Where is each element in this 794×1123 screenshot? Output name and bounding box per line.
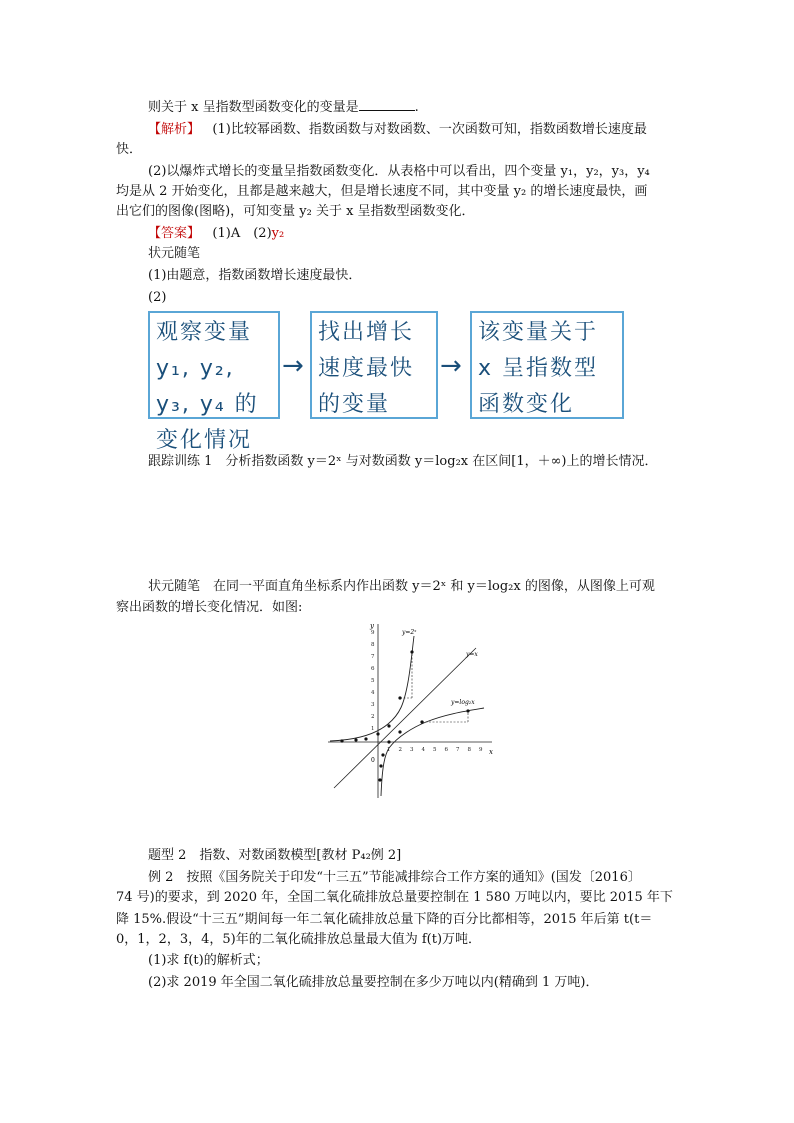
notes-title: 状元随笔 <box>148 246 201 261</box>
x-axis-label: x <box>489 748 493 756</box>
x-tick-labels <box>387 747 483 753</box>
exercise-line: 跟踪训练 1 分析指数函数 y＝2ˣ 与对数函数 y＝log₂x 在区间[1，＋∞)上的增长情况． <box>148 454 658 469</box>
label-log: y=log₂x <box>451 699 475 706</box>
flow-box-fastest: 找出增长速度最快的变量 <box>310 311 438 419</box>
question-end: . <box>414 100 419 115</box>
x-tick-label: 2 <box>398 747 402 753</box>
analysis-tag: 【解析】 <box>148 122 201 137</box>
flow-box-observe: 观察变量 y₁, y₂, y₃, y₄ 的变化情况 <box>148 311 280 419</box>
answer-line <box>148 224 718 244</box>
y-tick-label: 6 <box>371 666 375 672</box>
notes-line-4: 察出函数的增长变化情况．如图: <box>116 600 303 615</box>
notes-line-3: 状元随笔 在同一平面直角坐标系内作出函数 y＝2ˣ 和 y＝log₂x 的图像，从图像上可观 <box>148 579 655 594</box>
line-y-eq-x <box>334 648 476 788</box>
question-line <box>148 98 718 118</box>
flowchart <box>148 311 624 453</box>
x-tick-label: 4 <box>421 747 425 753</box>
y-tick-label: 9 <box>371 630 375 636</box>
flow-box-conclusion: 该变量关于 x 呈指数型函数变化 <box>470 311 624 419</box>
function-graph <box>326 620 496 800</box>
y-tick-label: 8 <box>371 642 375 648</box>
example-line-4: 0，1，2，3，4，5)年的二氧化硫排放总量最大值为 f(t)万吨． <box>116 932 482 947</box>
answer-blank <box>359 98 415 111</box>
label-line: y=x <box>466 651 478 658</box>
x-tick-label: 5 <box>433 747 437 753</box>
label-exp: y=2ˣ <box>402 629 417 636</box>
analysis-line-3: 均是从 2 开始变化，且都是越来越大，但是增长速度不同，其中变量 y₂ 的增长速度最快，画 <box>116 184 648 199</box>
x-tick-label: 1 <box>387 747 391 753</box>
question-text: 则关于 x 呈指数型函数变化的变量是 <box>148 100 359 115</box>
y-tick-label: 3 <box>371 702 375 708</box>
y-tick-label: 5 <box>371 678 375 684</box>
graph-points <box>340 650 469 781</box>
example-question-1: (1)求 f(t)的解析式； <box>148 953 269 968</box>
x-tick-label: 3 <box>410 747 414 753</box>
example-line-2: 74 号)的要求，到 2020 年，全国二氧化硫排放总量要控制在 1 580 万吨以内，要比 2015 年下 <box>116 890 673 905</box>
x-tick-label: 9 <box>479 747 483 753</box>
answer-tag: 【答案】 <box>148 226 201 241</box>
analysis-line-4: 出它们的图像(图略)，可知变量 y₂ 关于 x 呈指数型函数变化． <box>116 204 475 219</box>
y-tick-label: 4 <box>371 690 375 696</box>
analysis-line-1-cont: 快． <box>116 142 143 157</box>
origin-label: 0 <box>371 757 375 764</box>
analysis-line-1 <box>148 120 718 140</box>
flow-arrow-1: → <box>282 351 304 381</box>
notes-line-1: (1)由题意，指数函数增长速度最快． <box>148 268 362 283</box>
analysis-text-1: (1)比较幂函数、指数函数与对数函数、一次函数可知，指数函数增长速度最 <box>212 122 647 137</box>
x-tick-label: 7 <box>456 747 460 753</box>
y-axis-label: y <box>370 622 374 630</box>
example-line-1: 例 2 按照《国务院关于印发“十三五”节能减排综合工作方案的通知》(国发〔2016〕 <box>148 870 641 885</box>
section-title: 题型 2 指数、对数函数模型[教材 P₄₂例 2] <box>148 848 402 863</box>
x-tick-label: 6 <box>444 747 448 753</box>
answer-text: (1)A (2) <box>212 226 272 241</box>
y-tick-labels <box>371 630 375 732</box>
answer-value: y₂ <box>271 226 285 241</box>
flow-arrow-2: → <box>440 351 462 381</box>
example-question-2: (2)求 2019 年全国二氧化硫排放总量要控制在多少万吨以内(精确到 1 万吨)． <box>148 975 599 990</box>
analysis-line-2: (2)以爆炸式增长的变量呈指数函数变化．从表格中可以看出，四个变量 y₁，y₂，y₃，y₄ <box>148 164 650 179</box>
y-tick-label: 1 <box>371 726 375 732</box>
y-tick-label: 7 <box>371 654 375 660</box>
example-line-3: 降 15%.假设“十三五”期间每一年二氧化硫排放总量下降的百分比都相等，2015 年后第 t(t＝ <box>116 912 653 927</box>
y-tick-label: 2 <box>371 714 375 720</box>
notes-line-2: (2) <box>148 290 167 305</box>
x-tick-label: 8 <box>467 747 471 753</box>
